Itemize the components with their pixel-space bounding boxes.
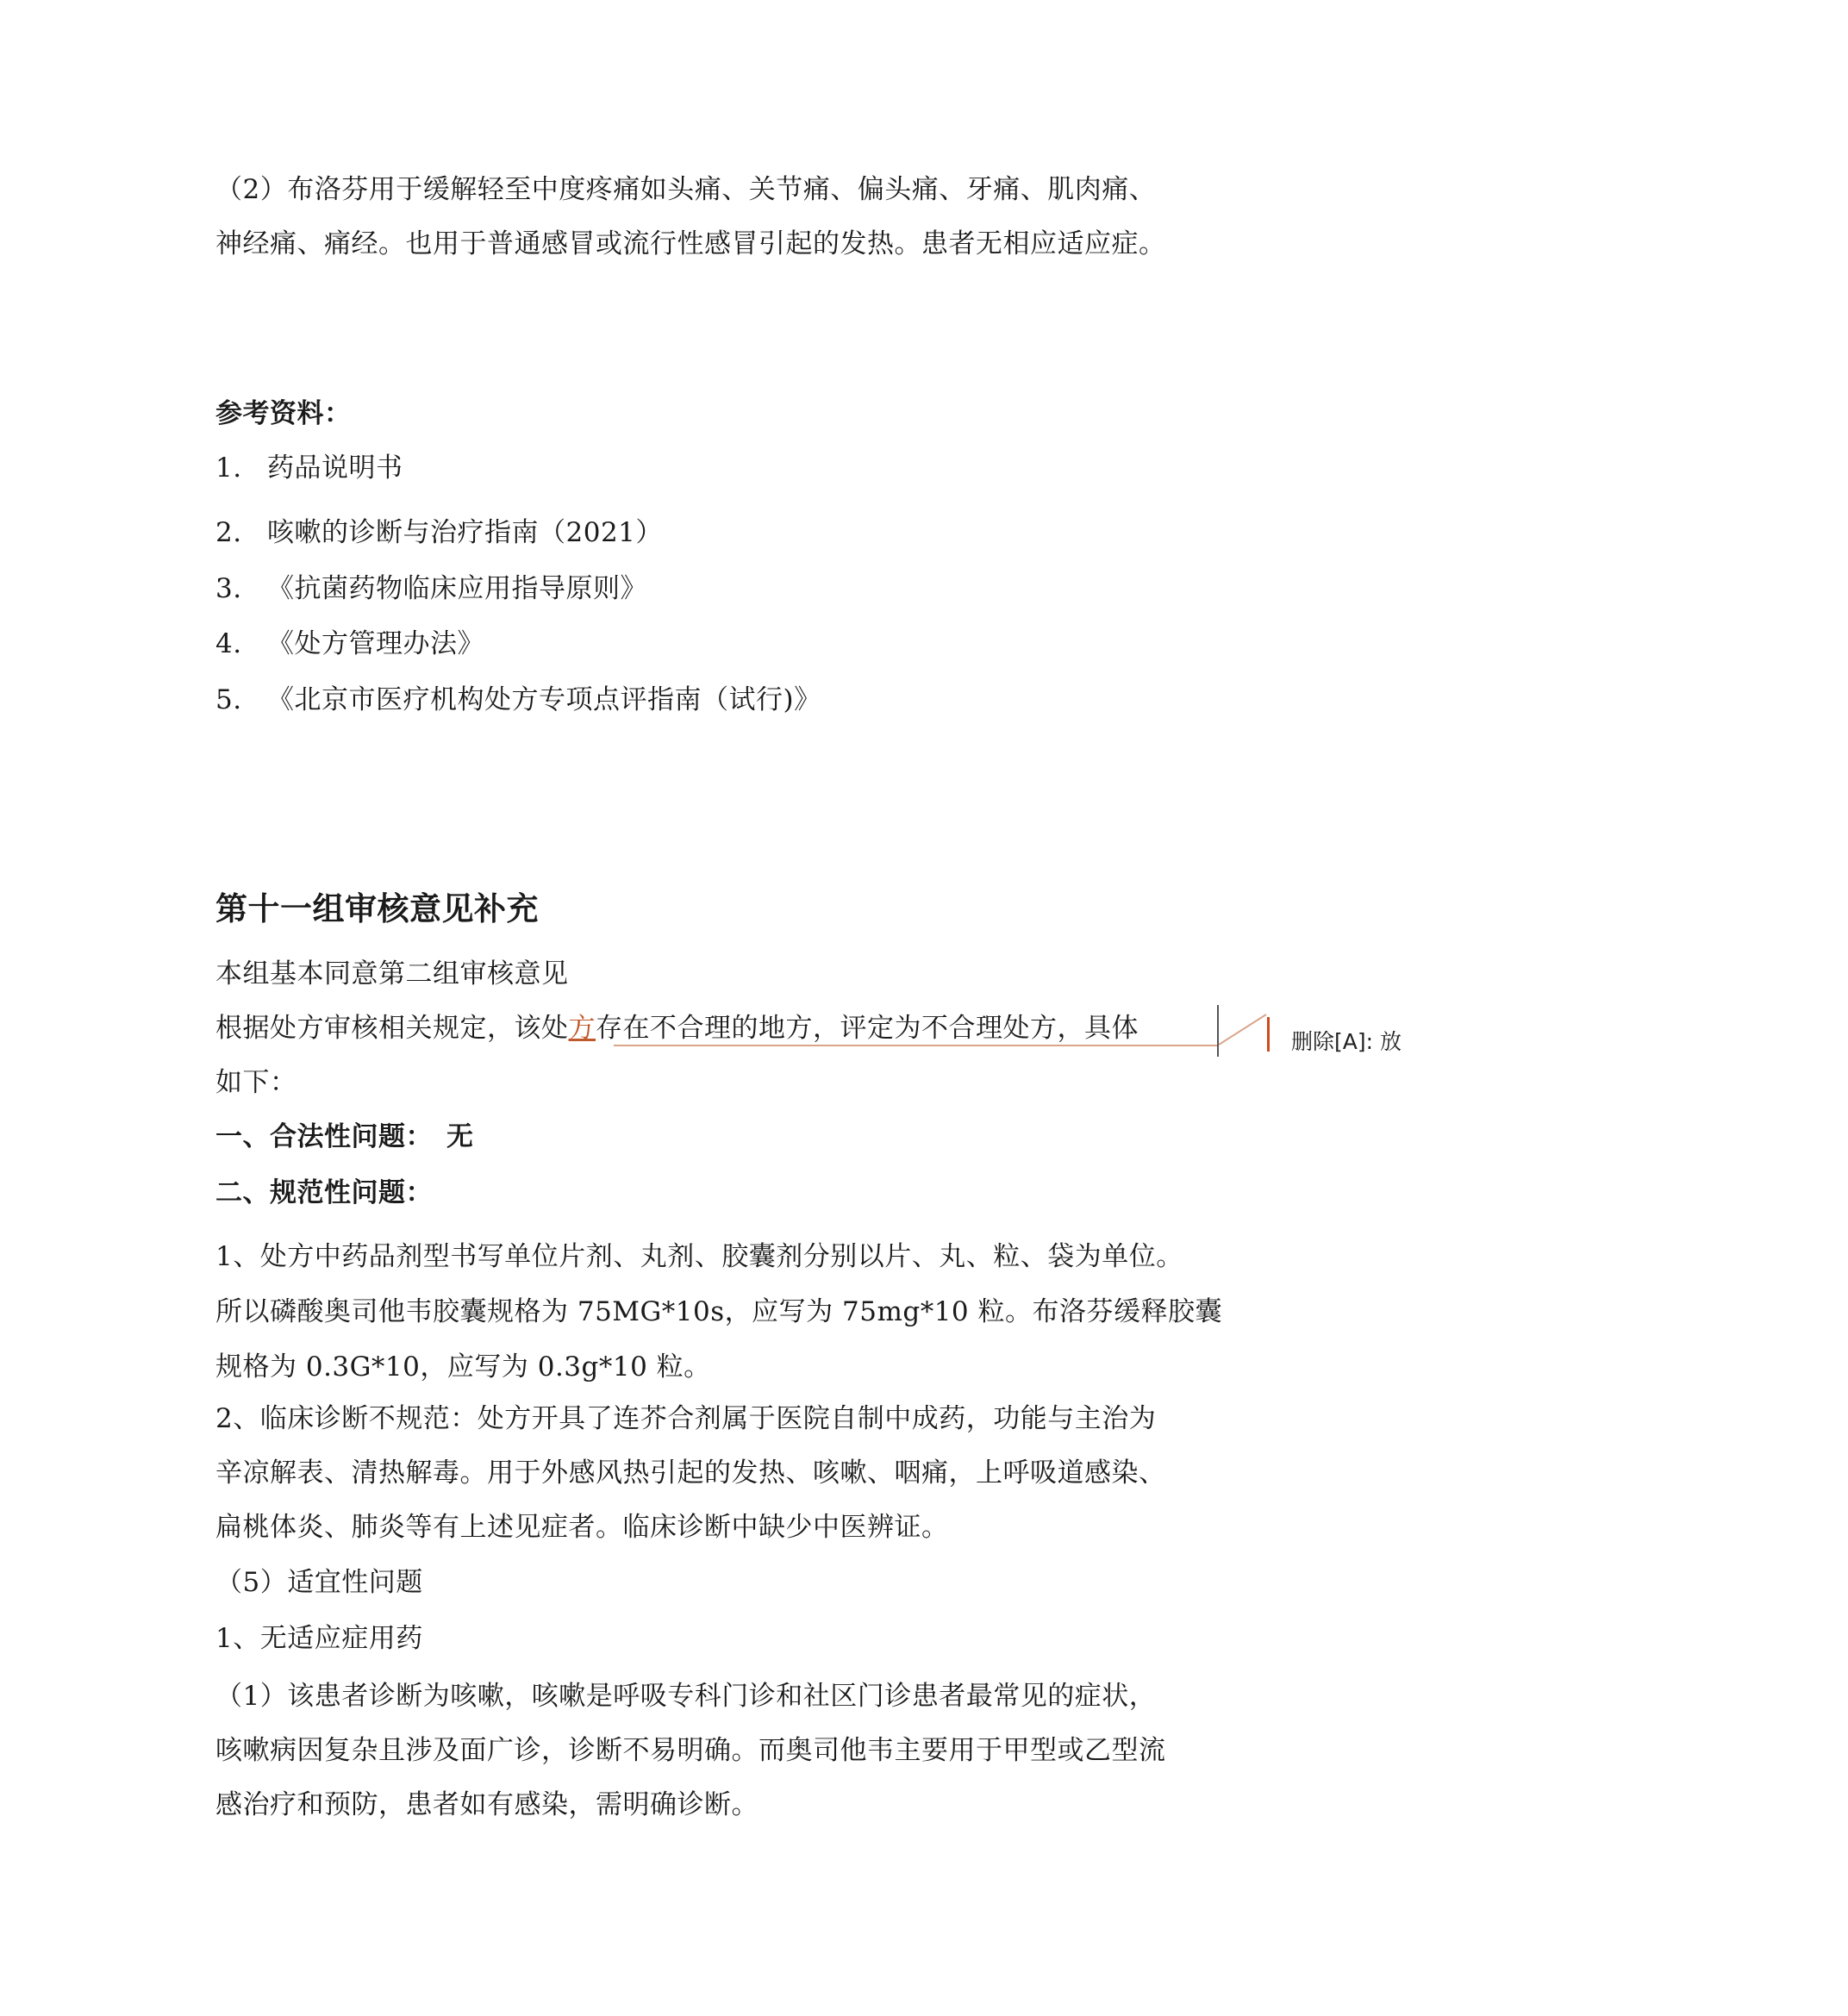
standard-2-line-2: 辛凉解表、清热解毒。用于外感风热引起的发热、咳嗽、咽痛，上呼吸道感染、 [215,1457,1166,1489]
standard-2-line-1: 2、临床诊断不规范：处方开具了连芥合剂属于医院自制中成药，功能与主治为 [215,1403,1157,1434]
section-heading: 第十一组审核意见补充 [215,890,539,927]
reference-number: 3. [215,573,242,604]
reference-number: 4. [215,628,242,659]
revision-connector-diagonal [1219,1010,1270,1049]
standard-1-line-3: 规格为 0.3G*10，应写为 0.3g*10 粒。 [215,1351,711,1382]
standard-1-line-2: 所以磷酸奥司他韦胶囊规格为 75MG*10s，应写为 75mg*10 粒。布洛芬缓释胶囊 [215,1296,1222,1327]
reference-text: 《抗菌药物临床应用指导原则》 [267,573,647,604]
reference-number: 2. [215,517,242,548]
reference-item-4 [215,627,484,661]
legality-line: 一、合法性问题： 无 [215,1121,474,1152]
revision-comment[interactable] [1291,1027,1402,1057]
para-2-line-2: 神经痛、痛经。也用于普通感冒或流行性感冒引起的发热。患者无相应适应症。 [215,228,1166,259]
comment-label: 删除[A]: [1291,1029,1374,1054]
basis-text-before: 根据处方审核相关规定，该处 [215,1013,569,1044]
revision-connector-line [614,1045,1217,1046]
suitability-heading: （5）适宜性问题 [215,1567,423,1598]
suitability-1-1-line-3: 感治疗和预防，患者如有感染，需明确诊断。 [215,1789,759,1820]
agree-line: 本组基本同意第二组审核意见 [215,958,569,989]
reference-item-2 [215,515,663,550]
reference-text: 《北京市医疗机构处方专项点评指南（试行)》 [267,684,821,715]
comment-accent-bar [1267,1017,1270,1052]
basis-line-1 [215,1011,1139,1045]
standard-2-line-3: 扁桃体炎、肺炎等有上述见症者。临床诊断中缺少中医辨证。 [215,1512,949,1543]
standard-heading: 二、规范性问题： [215,1177,433,1208]
reference-item-5 [215,683,821,717]
suitability-1-1-line-1: （1）该患者诊断为咳嗽，咳嗽是呼吸专科门诊和社区门诊患者最常见的症状， [215,1681,1157,1712]
reference-number: 1. [215,453,242,484]
comment-text: 放 [1380,1029,1402,1054]
basis-text-after: 存在不合理的地方，评定为不合理处方，具体 [596,1013,1139,1044]
standard-1-line-1: 1、处方中药品剂型书写单位片剂、丸剂、胶囊剂分别以片、丸、粒、袋为单位。 [215,1241,1183,1272]
reference-item-1 [215,451,403,485]
reference-text: 《处方管理办法》 [267,628,484,659]
reference-text: 咳嗽的诊断与治疗指南（2021） [267,517,663,548]
reference-text: 药品说明书 [267,453,403,484]
suitability-1-1-line-2: 咳嗽病因复杂且涉及面广诊，诊断不易明确。而奥司他韦主要用于甲型或乙型流 [215,1735,1166,1766]
suitability-item-1: 1、无适应症用药 [215,1623,423,1654]
references-title: 参考资料： [215,398,352,429]
basis-line-2: 如下： [215,1067,297,1098]
reference-item-3 [215,571,647,606]
tracked-insertion[interactable]: 方 [568,1013,596,1044]
reference-number: 5. [215,684,242,715]
para-2-line-1: （2）布洛芬用于缓解轻至中度疼痛如头痛、关节痛、偏头痛、牙痛、肌肉痛、 [215,174,1157,205]
